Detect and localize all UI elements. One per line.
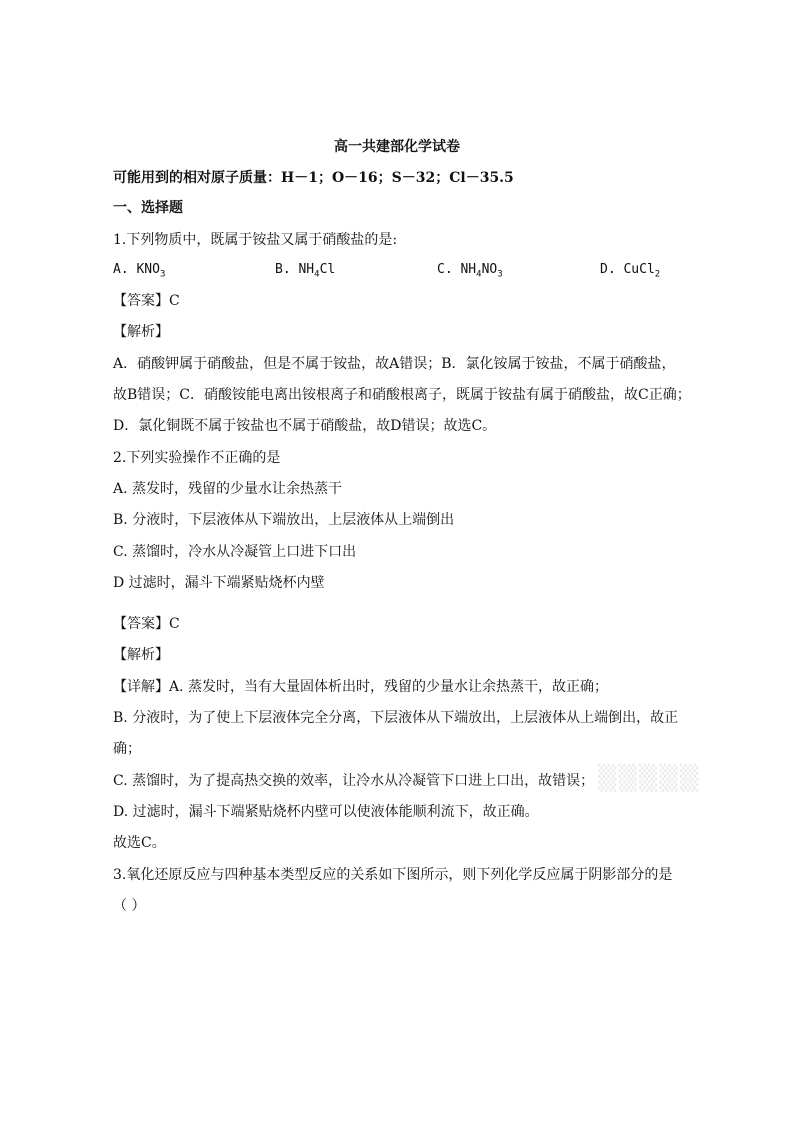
question-2-option-a: A. 蒸发时，残留的少量水让余热蒸干 [113, 481, 343, 497]
question-3-stem: 3.氧化还原反应与四种基本类型反应的关系如下图所示，则下列化学反应属于阴影部分的是 [113, 867, 673, 883]
question-1-analysis-line-1: A．硝酸钾属于硝酸盐，但是不属于铵盐，故A错误；B．氯化铵属于铵盐，不属于硝酸盐， [113, 356, 676, 372]
question-1-option-b: B. $NH_4Cl$ [275, 262, 336, 280]
question-1-analysis-label: 【解析】 [113, 324, 169, 340]
page-title: 高一共建部化学试卷 [334, 139, 460, 155]
question-1-stem: 1.下列物质中，既属于铵盐又属于硝酸盐的是: [113, 232, 398, 248]
question-1-option-c: C. $NH_4NO_3$ [437, 262, 503, 280]
faint-watermark: ▒▒▒▒▒ [598, 764, 701, 792]
question-2-detail-line-1: 【详解】A. 蒸发时，当有大量固体析出时，残留的少量水让余热蒸干，故正确； [113, 679, 609, 695]
question-1-analysis-line-3: D．氯化铜既不属于铵盐也不属于硝酸盐，故D错误；故选C。 [113, 418, 497, 434]
atomic-mass-line: 可能用到的相对原子质量：H－1；O－16；S－32；Cl－35.5 [113, 170, 514, 186]
question-2-answer: 【答案】C [113, 616, 180, 632]
question-2-option-d: D 过滤时，漏斗下端紧贴烧杯内壁 [113, 575, 325, 591]
question-2-detail-line-2: B. 分液时，为了使上下层液体完全分离，下层液体从下端放出，上层液体从上端倒出，故正 [113, 710, 679, 726]
question-1-option-d: D. CuCl$_2$ [600, 262, 661, 280]
question-2-detail-line-3: 确； [113, 741, 141, 757]
section-heading: 一、选择题 [113, 200, 183, 216]
question-2-option-b: B. 分液时，下层液体从下端放出，上层液体从上端倒出 [113, 512, 455, 528]
question-1-analysis-line-2: 故B错误；C．硝酸铵能电离出铵根离子和硝酸根离子，既属于铵盐有属于硝酸盐，故C正确； [113, 387, 691, 403]
question-1-option-a: A. $KNO_3$ [113, 262, 166, 280]
question-2-conclusion: 故选C。 [113, 835, 166, 851]
question-2-analysis-label: 【解析】 [113, 647, 169, 663]
question-2-option-c: C. 蒸馏时，冷水从冷凝管上口进下口出 [113, 544, 357, 560]
question-3-answer-paren: （ ） [113, 898, 146, 914]
question-2-stem: 2.下列实验操作不正确的是 [113, 450, 281, 466]
question-1-answer: 【答案】C [113, 293, 180, 309]
question-2-detail-line-5: D. 过滤时，漏斗下端紧贴烧杯内壁可以使液体能顺利流下，故正确。 [113, 804, 539, 820]
question-2-detail-line-4: C. 蒸馏时，为了提高热交换的效率，让冷水从冷凝管下口进上口出，故错误； [113, 773, 595, 789]
